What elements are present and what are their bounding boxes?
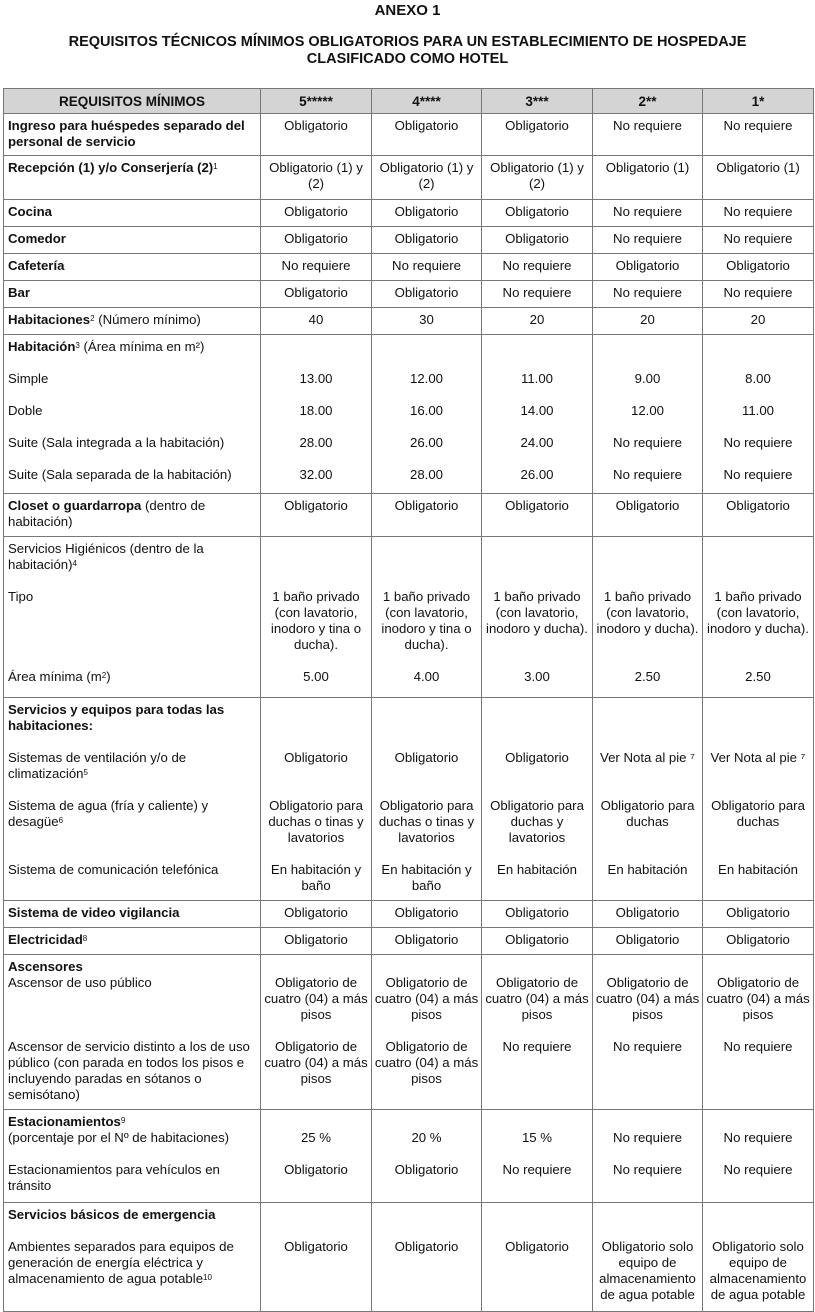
sub-cell: 1 baño privado (con lavatorio, inodoro y tina o ducha).	[381, 589, 472, 652]
sub-cell: Obligatorio de cuatro (04) a más pisos	[264, 1039, 368, 1086]
footnote-ref: 2	[101, 671, 107, 680]
sub-cell: Obligatorio solo equipo de almacenamiento de agua potable	[709, 1239, 807, 1302]
footnote-ref: 8	[82, 934, 88, 943]
table-cell: 20	[703, 308, 814, 335]
table-cell: Obligatorio (1) y (2)	[261, 156, 372, 200]
row-label: Sistema de video vigilancia	[8, 905, 180, 920]
table-cell: No requiere	[703, 114, 814, 156]
row-header	[4, 114, 261, 156]
row-label: Simple	[8, 371, 49, 386]
row-header	[4, 227, 261, 254]
row-header	[4, 335, 261, 494]
row-label: Sistema de comunicación telefónica	[8, 862, 219, 877]
table-cell	[372, 698, 482, 901]
row-label: Habitación	[8, 339, 76, 354]
sub-cell: No requiere	[723, 1130, 793, 1145]
table-cell: Obligatorio	[703, 901, 814, 928]
row-label: Ambientes separados para equipos de generación de energía eléctrica y almacenamiento de agua potable	[8, 1239, 234, 1286]
table-cell	[703, 955, 814, 1110]
footnote-ref: 3	[75, 341, 80, 350]
table-cell	[372, 1203, 482, 1312]
row-header	[4, 537, 261, 698]
table-cell: Obligatorio	[703, 494, 814, 537]
sub-cell: No requiere	[613, 1039, 682, 1054]
table-cell: Obligatorio	[482, 227, 593, 254]
footnote-ref: 4	[72, 559, 77, 568]
title-line-1: REQUISITOS TÉCNICOS MÍNIMOS OBLIGATORIOS PARA UN ESTABLECIMIENTO DE HOSPEDAJE	[68, 34, 747, 50]
sub-cell: 1 baño privado (con lavatorio, inodoro y tina o ducha).	[270, 589, 362, 652]
table-row	[4, 227, 814, 254]
document-title	[0, 34, 815, 68]
table-cell: Obligatorio	[261, 901, 372, 928]
row-header	[4, 698, 261, 901]
sub-cell: 24.00	[520, 435, 554, 450]
row-header	[4, 901, 261, 928]
sub-cell: Obligatorio para duchas	[600, 798, 695, 829]
table-row	[4, 308, 814, 335]
sub-cell: 11.00	[741, 403, 775, 418]
table-cell	[593, 1110, 703, 1203]
footnote-ref: 6	[58, 816, 64, 825]
row-header	[4, 955, 261, 1110]
row-label: Ascensor de uso público	[8, 975, 152, 990]
footnote-ref: 1	[213, 162, 218, 171]
sub-cell: No requiere	[723, 435, 793, 450]
row-label: Electricidad	[8, 932, 83, 947]
col-header-4-stars: 4****	[372, 89, 482, 114]
table-cell	[261, 698, 372, 901]
footnote-ref: 2	[90, 314, 95, 323]
table-cell: Obligatorio	[482, 114, 593, 156]
table-row	[4, 254, 814, 281]
row-header	[4, 928, 261, 955]
sub-cell: No requiere	[723, 467, 793, 482]
table-cell: 30	[372, 308, 482, 335]
row-label: Ingreso para huéspedes separado del personal de servicio	[8, 118, 245, 149]
header-row	[4, 89, 814, 114]
sub-cell: En habitación	[718, 862, 798, 877]
sub-cell: 2.50	[634, 669, 661, 684]
table-cell: Obligatorio	[703, 928, 814, 955]
table-cell: 20	[593, 308, 703, 335]
table-cell: Obligatorio	[261, 227, 372, 254]
table-cell: No requiere	[593, 114, 703, 156]
table-cell: Obligatorio	[593, 901, 703, 928]
table-cell: Obligatorio	[593, 494, 703, 537]
title-line-2: CLASIFICADO COMO HOTEL	[306, 51, 509, 67]
row-label: Servicios Higiénicos (dentro de la habitación)	[8, 541, 204, 572]
table-cell	[593, 1203, 703, 1312]
table-cell: Obligatorio	[261, 200, 372, 227]
table-cell: Obligatorio (1) y (2)	[482, 156, 593, 200]
table-cell: Obligatorio (1)	[703, 156, 814, 200]
row-header	[4, 200, 261, 227]
table-row	[4, 494, 814, 537]
table-cell: No requiere	[593, 200, 703, 227]
table-cell: Obligatorio	[372, 494, 482, 537]
table-cell: Obligatorio	[482, 901, 593, 928]
table-row	[4, 1203, 814, 1312]
sub-cell: 28.00	[299, 435, 333, 450]
table-row	[4, 200, 814, 227]
sub-cell: Obligatorio de cuatro (04) a más pisos	[374, 975, 479, 1022]
row-label: Sistemas de ventilación y/o de climatización	[8, 750, 187, 781]
table-cell: Obligatorio	[372, 901, 482, 928]
sub-cell: En habitación y baño	[381, 862, 472, 893]
table-row	[4, 698, 814, 901]
row-label: Habitaciones	[8, 312, 91, 327]
sub-cell: 16.00	[409, 403, 443, 418]
sub-cell: 32.00	[299, 467, 333, 482]
table-cell	[372, 537, 482, 698]
row-header	[4, 1203, 261, 1312]
table-row	[4, 901, 814, 928]
sub-cell: Obligatorio	[505, 750, 569, 765]
requirements-table	[3, 88, 814, 1312]
table-cell: No requiere	[703, 200, 814, 227]
col-header-3-stars: 3***	[482, 89, 593, 114]
table-cell	[482, 698, 593, 901]
table-cell	[261, 1110, 372, 1203]
row-label: Recepción (1) y/o Conserjería (2)	[8, 160, 214, 175]
sub-cell: 26.00	[520, 467, 554, 482]
table-cell: Obligatorio	[593, 928, 703, 955]
sub-cell: 9.00	[634, 371, 661, 386]
table-cell: Obligatorio	[482, 494, 593, 537]
row-header	[4, 156, 261, 200]
col-header-1-star: 1*	[703, 89, 814, 114]
table-row	[4, 537, 814, 698]
sub-cell: No requiere	[613, 1130, 682, 1145]
table-cell: Obligatorio	[261, 281, 372, 308]
sub-cell: 14.00	[520, 403, 554, 418]
table-cell: Obligatorio (1)	[593, 156, 703, 200]
table-cell: No requiere	[482, 281, 593, 308]
sub-cell: Obligatorio	[394, 1239, 459, 1254]
table-cell	[593, 537, 703, 698]
row-label-tail: )	[106, 669, 111, 684]
sub-cell: Obligatorio de cuatro (04) a más pisos	[595, 975, 700, 1022]
sub-cell: 1 baño privado (con lavatorio, inodoro y ducha).	[486, 589, 588, 636]
sub-cell: 18.00	[299, 403, 333, 418]
table-row	[4, 114, 814, 156]
row-label: Bar	[8, 285, 30, 300]
table-row	[4, 1110, 814, 1203]
table-row	[4, 335, 814, 494]
table-cell	[482, 955, 593, 1110]
table-cell	[261, 1203, 372, 1312]
row-label: Área mínima (m	[8, 669, 102, 684]
row-header	[4, 308, 261, 335]
table-cell	[482, 335, 593, 494]
sub-cell: 5.00	[303, 669, 329, 684]
sub-cell: No requiere	[613, 1162, 682, 1177]
table-cell: No requiere	[372, 254, 482, 281]
sub-cell: Obligatorio	[284, 750, 348, 765]
table-cell: Obligatorio	[372, 200, 482, 227]
table-cell	[703, 1110, 814, 1203]
table-cell: Obligatorio	[703, 254, 814, 281]
sub-cell: No requiere	[723, 1162, 793, 1177]
sub-cell: Obligatorio	[284, 1162, 348, 1177]
sub-cell: No requiere	[613, 435, 682, 450]
table-cell: Obligatorio	[372, 114, 482, 156]
table-cell	[593, 335, 703, 494]
table-cell: No requiere	[703, 281, 814, 308]
footnote-ref: 9	[120, 1116, 126, 1125]
sub-cell: No requiere	[502, 1039, 572, 1054]
table-cell	[261, 335, 372, 494]
row-label: Cafetería	[8, 258, 65, 273]
table-cell: Obligatorio	[482, 928, 593, 955]
table-cell: No requiere	[593, 281, 703, 308]
table-cell	[703, 537, 814, 698]
row-header	[4, 254, 261, 281]
sub-cell: No requiere	[723, 1039, 793, 1054]
table-cell: Obligatorio	[261, 928, 372, 955]
table-cell	[593, 698, 703, 901]
row-label: Cocina	[8, 204, 52, 219]
row-label: Servicios básicos de emergencia	[8, 1207, 216, 1222]
sub-cell: En habitación	[607, 862, 688, 877]
row-label: Suite (Sala integrada a la habitación)	[8, 435, 225, 450]
table-cell: Obligatorio	[372, 227, 482, 254]
table-cell	[703, 335, 814, 494]
col-header-2-stars: 2**	[593, 89, 703, 114]
table-cell	[372, 335, 482, 494]
table-row	[4, 928, 814, 955]
sub-cell: 1 baño privado (con lavatorio, inodoro y ducha).	[596, 589, 699, 636]
table-cell	[593, 955, 703, 1110]
row-header	[4, 1110, 261, 1203]
sub-cell: 2.50	[745, 669, 771, 684]
row-label: Closet o guardarropa	[8, 498, 142, 513]
col-header-5-stars: 5*****	[261, 89, 372, 114]
table-cell: No requiere	[482, 254, 593, 281]
sub-cell: Ver Nota al pie ⁷	[600, 750, 695, 765]
sub-cell: Obligatorio solo equipo de almacenamiento de agua potable	[599, 1239, 696, 1302]
table-cell	[372, 1110, 482, 1203]
row-header	[4, 281, 261, 308]
row-label: Ascensores	[8, 959, 83, 974]
row-label: Suite (Sala separada de la habitación)	[8, 467, 232, 482]
row-label: Comedor	[8, 231, 66, 246]
sub-cell: 4.00	[413, 669, 440, 684]
sub-cell: Ver Nota al pie ⁷	[710, 750, 806, 765]
row-label-note: (dentro de habitación)	[8, 498, 206, 529]
table-cell: No requiere	[703, 227, 814, 254]
sub-cell: 11.00	[520, 371, 554, 386]
row-label: Estacionamientos	[8, 1114, 121, 1129]
sub-cell: Obligatorio para duchas	[711, 798, 805, 829]
row-label-note: (Número mínimo)	[94, 312, 201, 327]
sub-cell: En habitación y baño	[270, 862, 362, 893]
sub-cell: 1 baño privado (con lavatorio, inodoro y ducha).	[707, 589, 809, 636]
sub-cell: Obligatorio de cuatro (04) a más pisos	[374, 1039, 479, 1086]
row-label: Servicios y equipos para todas las habitaciones:	[8, 702, 225, 733]
row-label: (porcentaje por el Nº de habitaciones)	[8, 1130, 230, 1145]
sub-cell: En habitación	[497, 862, 577, 877]
footnote-ref: 10	[203, 1273, 212, 1282]
sub-cell: Obligatorio para duchas o tinas y lavatorios	[378, 798, 475, 845]
table-cell	[261, 955, 372, 1110]
table-cell: Obligatorio	[593, 254, 703, 281]
sub-cell: 25 %	[300, 1130, 332, 1145]
col-header-requisitos: REQUISITOS MÍNIMOS	[4, 89, 261, 114]
table-cell	[703, 698, 814, 901]
row-label: Estacionamientos para vehículos en tránsito	[8, 1162, 220, 1193]
sub-cell: 15 %	[521, 1130, 553, 1145]
table-cell: Obligatorio	[482, 200, 593, 227]
sub-cell: Obligatorio	[284, 1239, 348, 1254]
table-cell	[482, 1203, 593, 1312]
sub-cell: No requiere	[502, 1162, 572, 1177]
table-cell: Obligatorio (1) y (2)	[372, 156, 482, 200]
table-cell: No requiere	[261, 254, 372, 281]
table-cell	[703, 1203, 814, 1312]
footnote-ref: 5	[83, 768, 88, 777]
row-label-note: (Área mínima en m²)	[79, 339, 205, 354]
sub-cell: 26.00	[409, 435, 443, 450]
table-cell	[482, 1110, 593, 1203]
sub-cell: Obligatorio para duchas y lavatorios	[490, 798, 584, 845]
sub-cell: Obligatorio de cuatro (04) a más pisos	[485, 975, 589, 1022]
table-cell: Obligatorio	[372, 281, 482, 308]
table-cell	[372, 955, 482, 1110]
sub-cell: 28.00	[409, 467, 443, 482]
table-cell: 20	[482, 308, 593, 335]
sub-cell: 12.00	[630, 403, 664, 418]
table-cell	[261, 537, 372, 698]
annex-heading: ANEXO 1	[374, 2, 441, 19]
row-label: Tipo	[8, 589, 34, 604]
sub-cell: Obligatorio para duchas o tinas y lavatorios	[268, 798, 364, 845]
table-cell: No requiere	[593, 227, 703, 254]
sub-cell: 13.00	[299, 371, 333, 386]
sub-cell: Obligatorio de cuatro (04) a más pisos	[264, 975, 368, 1022]
table-cell: Obligatorio	[372, 928, 482, 955]
row-label: Doble	[8, 403, 43, 418]
sub-cell: 12.00	[409, 371, 443, 386]
sub-cell: Obligatorio de cuatro (04) a más pisos	[706, 975, 810, 1022]
table-cell: 40	[261, 308, 372, 335]
table-row	[4, 955, 814, 1110]
sub-cell: 20 %	[411, 1130, 442, 1145]
table-row	[4, 156, 814, 200]
sub-cell: No requiere	[613, 467, 682, 482]
sub-cell: Obligatorio	[394, 1162, 459, 1177]
row-label: Sistema de agua (fría y caliente) y desagüe	[8, 798, 209, 829]
sub-cell: Obligatorio	[505, 1239, 569, 1254]
table-cell: Obligatorio	[261, 494, 372, 537]
sub-cell: Obligatorio	[394, 750, 459, 765]
table-cell	[482, 537, 593, 698]
row-label: Ascensor de servicio distinto a los de uso público (con parada en todos los pisos e incluyendo paradas en sótanos o semisótano)	[8, 1039, 250, 1102]
sub-cell: 8.00	[745, 371, 771, 386]
table-cell: Obligatorio	[261, 114, 372, 156]
table-row	[4, 281, 814, 308]
sub-cell: 3.00	[524, 669, 550, 684]
row-header	[4, 494, 261, 537]
